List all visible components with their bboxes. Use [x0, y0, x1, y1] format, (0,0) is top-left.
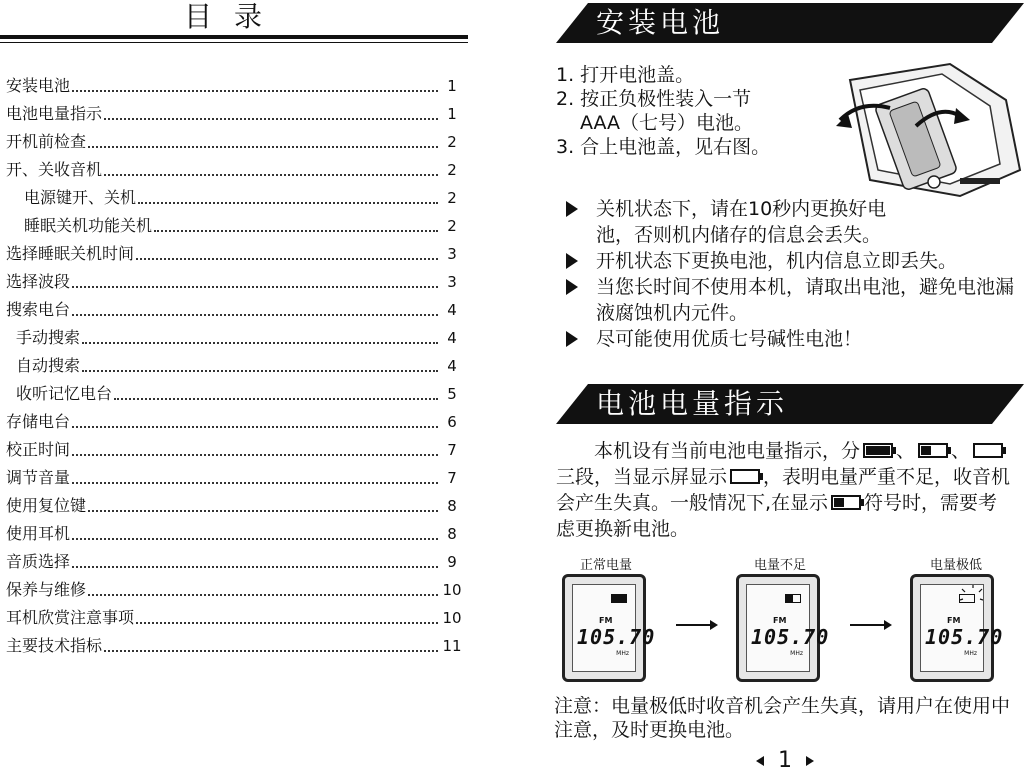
- toc-entry-page: 10: [442, 609, 462, 627]
- toc-entry-page: 7: [447, 469, 457, 487]
- install-note-text: 尽可能使用优质七号碱性电池！: [596, 328, 863, 350]
- arrow-right-icon: [850, 624, 890, 626]
- install-step-1: 1. 打开电池盖。: [556, 64, 695, 86]
- flash-icon: [949, 585, 983, 611]
- battery-cover-illustration: [830, 60, 1024, 198]
- toc-entry-page: 9: [447, 553, 457, 571]
- section-title-install: 安装电池: [596, 6, 725, 39]
- battery-desc-b: 三段，当显示屏显示: [556, 466, 728, 488]
- toc-entry[interactable]: [6, 630, 462, 656]
- lcd-frequency: 105.70: [577, 625, 656, 649]
- toc-divider-thin: [0, 42, 468, 43]
- toc-entry[interactable]: [6, 154, 462, 180]
- section-banner-battery: [556, 384, 1024, 424]
- toc-entry-label: 开机前检查: [6, 132, 87, 151]
- toc-entry-label: 校正时间: [6, 440, 71, 459]
- install-note-2: [566, 248, 1024, 274]
- toc-leader-dots: [82, 370, 438, 372]
- toc-entry[interactable]: [6, 406, 462, 432]
- toc-entry-page: 4: [447, 329, 457, 347]
- toc-entry-page: 2: [447, 161, 457, 179]
- toc-entry-label: 搜索电台: [6, 300, 71, 319]
- toc-entry-label: 选择波段: [6, 272, 71, 291]
- lcd-band: FM: [599, 616, 613, 625]
- lcd-band: FM: [947, 616, 961, 625]
- toc-entry[interactable]: [6, 126, 462, 152]
- bullet-arrow-icon: [566, 331, 578, 347]
- lcd-unit: MHz: [790, 650, 803, 657]
- toc-entry[interactable]: [6, 602, 462, 628]
- level-label-low: 电量不足: [753, 558, 806, 573]
- toc-entry-page: 5: [447, 385, 457, 403]
- toc-entry[interactable]: [24, 210, 462, 236]
- toc-leader-dots: [72, 90, 438, 92]
- toc-leader-dots: [136, 258, 438, 260]
- toc-entry[interactable]: [16, 378, 462, 404]
- toc-leader-dots: [72, 426, 438, 428]
- toc-entry[interactable]: [6, 574, 462, 600]
- toc-leader-dots: [88, 510, 438, 512]
- install-note-text: 关机状态下，请在10秒内更换好电池，否则机内储存的信息会丢失。: [596, 198, 887, 246]
- toc-entry-label: 睡眠关机功能关机: [24, 216, 153, 235]
- toc-entry-label: 收听记忆电台: [16, 384, 113, 403]
- lcd-battery-icon: [611, 594, 627, 603]
- toc-entry[interactable]: [6, 266, 462, 292]
- level-label-critical: 电量极低: [929, 558, 982, 573]
- toc-leader-dots: [136, 622, 438, 624]
- install-note-text: 开机状态下更换电池，机内信息立即丢失。: [596, 250, 958, 272]
- toc-entry-label: 安装电池: [6, 76, 71, 95]
- toc-entry-label: 电源键开、关机: [24, 188, 137, 207]
- arrow-right-icon: [676, 624, 716, 626]
- toc-entry-page: 10: [442, 581, 462, 599]
- next-page-icon: [806, 756, 814, 766]
- bullet-arrow-icon: [566, 279, 578, 295]
- toc-entry[interactable]: [6, 294, 462, 320]
- toc-entry-label: 自动搜索: [16, 356, 81, 375]
- toc-entry[interactable]: [6, 98, 462, 124]
- lcd-band: FM: [773, 616, 787, 625]
- lcd-display-low: [736, 574, 830, 682]
- battery-desc-sep1: 、: [896, 440, 916, 462]
- toc-entry[interactable]: [6, 70, 462, 96]
- toc-entry-page: 2: [447, 189, 457, 207]
- toc-entry-label: 选择睡眠关机时间: [6, 244, 135, 263]
- install-step-2-cont: [556, 111, 826, 135]
- toc-entry-page: 8: [447, 497, 457, 515]
- toc-divider: [0, 35, 468, 39]
- toc-entry[interactable]: [6, 238, 462, 264]
- toc-entry-label: 耳机欣赏注意事项: [6, 608, 135, 627]
- section-title-battery: 电池电量指示: [596, 387, 789, 420]
- toc-entry[interactable]: [16, 322, 462, 348]
- bullet-arrow-icon: [566, 201, 578, 217]
- toc-entry-page: 7: [447, 441, 457, 459]
- battery-full-icon: [863, 443, 893, 458]
- toc-entry-label: 使用耳机: [6, 524, 71, 543]
- toc-entry-label: 使用复位键: [6, 496, 87, 515]
- toc-entry-page: 1: [447, 105, 457, 123]
- toc-entry-page: 4: [447, 301, 457, 319]
- battery-desc-sep2: 、: [951, 440, 971, 462]
- lcd-frequency: 105.70: [925, 625, 1004, 649]
- battery-half-icon: [831, 495, 861, 510]
- toc-entry-label: 开、关收音机: [6, 160, 103, 179]
- toc-leader-dots: [88, 594, 438, 596]
- toc-entry-page: 11: [442, 637, 462, 655]
- toc-entry-label: 主要技术指标: [6, 636, 103, 655]
- toc-leader-dots: [104, 650, 438, 652]
- toc-leader-dots: [72, 482, 438, 484]
- toc-entry[interactable]: [6, 490, 462, 516]
- toc-entry-page: 6: [447, 413, 457, 431]
- toc-entry[interactable]: [24, 182, 462, 208]
- toc-entry-label: 保养与维修: [6, 580, 87, 599]
- toc-entry-page: 3: [447, 245, 457, 263]
- toc-leader-dots: [72, 566, 438, 568]
- lcd-battery-icon: [785, 594, 801, 603]
- install-step-2: 2. 按正负极性装入一节: [556, 88, 752, 110]
- install-note-3: [566, 274, 1024, 326]
- toc-leader-dots: [72, 286, 438, 288]
- toc-entry-label: 调节音量: [6, 468, 71, 487]
- toc-leader-dots: [72, 314, 438, 316]
- battery-desc-d: 符号时，需要考虑更换新电池。: [556, 492, 998, 540]
- battery-note: 注意：电量极低时收音机会产生失真，请用户在使用中注意，及时更换电池。: [554, 695, 1011, 741]
- battery-desc-a: 本机设有当前电池电量指示，分: [594, 440, 861, 462]
- install-note-4: [566, 326, 1024, 352]
- toc-entry-page: 2: [447, 217, 457, 235]
- toc-entry-label: 音质选择: [6, 552, 71, 571]
- battery-desc-c: ，表明电量严重不足，收音机会产生失真。一般情况下,在显示: [556, 466, 1011, 514]
- lcd-display-normal: [562, 574, 656, 682]
- toc-entry[interactable]: [16, 350, 462, 376]
- lcd-frequency: 105.70: [751, 625, 830, 649]
- toc-entry[interactable]: [6, 518, 462, 544]
- toc-entry[interactable]: [6, 434, 462, 460]
- toc-leader-dots: [104, 118, 438, 120]
- battery-empty-icon: [730, 469, 760, 484]
- install-step-3: 3. 合上电池盖，见右图。: [556, 136, 771, 158]
- battery-half-icon: [918, 443, 948, 458]
- lcd-display-critical: [910, 574, 1004, 682]
- toc-entry-page: 1: [447, 77, 457, 95]
- toc-leader-dots: [82, 342, 438, 344]
- toc-entry[interactable]: [6, 546, 462, 572]
- install-note-text: 当您长时间不使用本机，请取出电池，避免电池漏液腐蚀机内元件。: [596, 276, 1015, 324]
- toc-leader-dots: [154, 230, 438, 232]
- toc-leader-dots: [72, 454, 438, 456]
- page-number-value: 1: [778, 748, 792, 773]
- battery-description: [556, 438, 1016, 542]
- toc-leader-dots: [104, 174, 438, 176]
- install-steps: [556, 63, 826, 159]
- toc-leader-dots: [88, 146, 438, 148]
- install-note-1: [566, 196, 1024, 248]
- toc-entry-page: 8: [447, 525, 457, 543]
- bullet-arrow-icon: [566, 253, 578, 269]
- toc-leader-dots: [114, 398, 438, 400]
- toc-entry-label: 存储电台: [6, 412, 71, 431]
- install-step-2-battery: AAA（七号）电池。: [580, 112, 754, 134]
- toc-entry-page: 4: [447, 357, 457, 375]
- page-number: [740, 748, 830, 774]
- toc-entry-page: 2: [447, 133, 457, 151]
- toc-entry[interactable]: [6, 462, 462, 488]
- lcd-unit: MHz: [616, 650, 629, 657]
- level-label-normal: 正常电量: [579, 558, 632, 573]
- prev-page-icon: [756, 756, 764, 766]
- toc-leader-dots: [138, 202, 438, 204]
- toc-entry-page: 3: [447, 273, 457, 291]
- lcd-unit: MHz: [964, 650, 977, 657]
- toc-leader-dots: [72, 538, 438, 540]
- toc-entry-label: 电池电量指示: [6, 104, 103, 123]
- toc-title: 目录: [183, 0, 284, 33]
- toc-entry-label: 手动搜索: [16, 328, 81, 347]
- battery-empty-icon: [973, 443, 1003, 458]
- section-banner-install: [556, 3, 1024, 43]
